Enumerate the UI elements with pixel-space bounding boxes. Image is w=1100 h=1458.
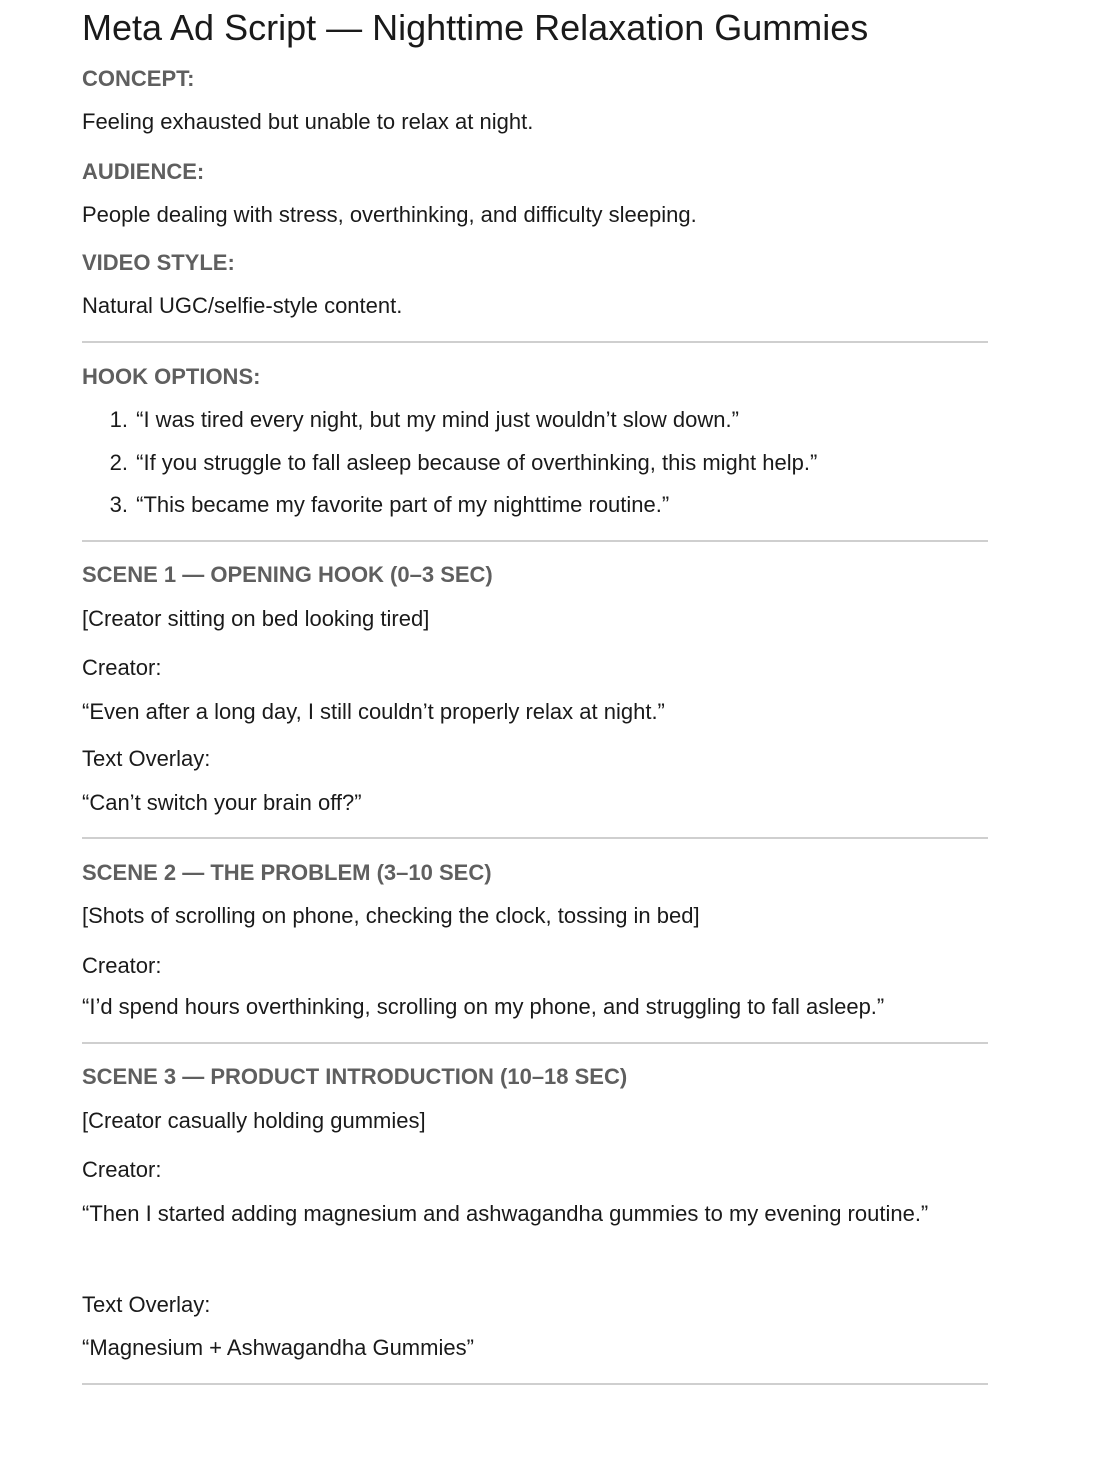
scene3-heading: SCENE 3 — PRODUCT INTRODUCTION (10–18 SEC) [82,1064,628,1089]
scene3-overlay-text: “Magnesium + Ashwagandha Gummies” [82,1335,474,1360]
scene1-creator-line: “Even after a long day, I still couldn’t properly relax at night.” [82,699,665,724]
scene2-heading: SCENE 2 — THE PROBLEM (3–10 SEC) [82,860,492,885]
audience-label: AUDIENCE: [82,159,205,184]
divider [82,1383,988,1385]
list-item [82,492,669,518]
scene2-creator-line: “I’d spend hours overthinking, scrolling on my phone, and struggling to fall asleep.” [82,994,885,1019]
list-number: 1. [109,407,128,432]
divider [82,837,988,839]
scene1-heading: SCENE 1 — OPENING HOOK (0–3 SEC) [82,562,493,587]
scene3-direction: [Creator casually holding gummies] [82,1108,426,1133]
scene1-overlay-label: Text Overlay: [82,746,211,771]
concept-label: CONCEPT: [82,66,195,91]
scene3-creator-line: “Then I started adding magnesium and ashwagandha gummies to my evening routine.” [82,1201,929,1226]
hook-text: “This became my favorite part of my nighttime routine.” [136,492,670,517]
scene3-creator-label: Creator: [82,1157,162,1182]
divider [82,341,988,343]
scene2-creator-label: Creator: [82,953,162,978]
list-number: 2. [109,450,128,475]
scene1-overlay-text: “Can’t switch your brain off?” [82,790,362,815]
scene1-direction: [Creator sitting on bed looking tired] [82,606,430,631]
scene3-overlay-label: Text Overlay: [82,1292,211,1317]
divider [82,540,988,542]
hook-text: “I was tired every night, but my mind just wouldn’t slow down.” [136,407,739,432]
concept-text: Feeling exhausted but unable to relax at night. [82,109,534,134]
divider [82,1042,988,1044]
video-style-text: Natural UGC/selfie-style content. [82,293,403,318]
hook-options-label: HOOK OPTIONS: [82,364,261,389]
list-item [82,407,739,433]
hook-text: “If you struggle to fall asleep because of overthinking, this might help.” [136,450,818,475]
page-title: Meta Ad Script — Nighttime Relaxation Gummies [82,7,869,48]
video-style-label: VIDEO STYLE: [82,250,235,275]
scene2-direction: [Shots of scrolling on phone, checking the clock, tossing in bed] [82,903,700,928]
list-item [82,450,817,476]
scene1-creator-label: Creator: [82,655,162,680]
list-number: 3. [109,492,128,517]
audience-text: People dealing with stress, overthinking, and difficulty sleeping. [82,202,697,227]
